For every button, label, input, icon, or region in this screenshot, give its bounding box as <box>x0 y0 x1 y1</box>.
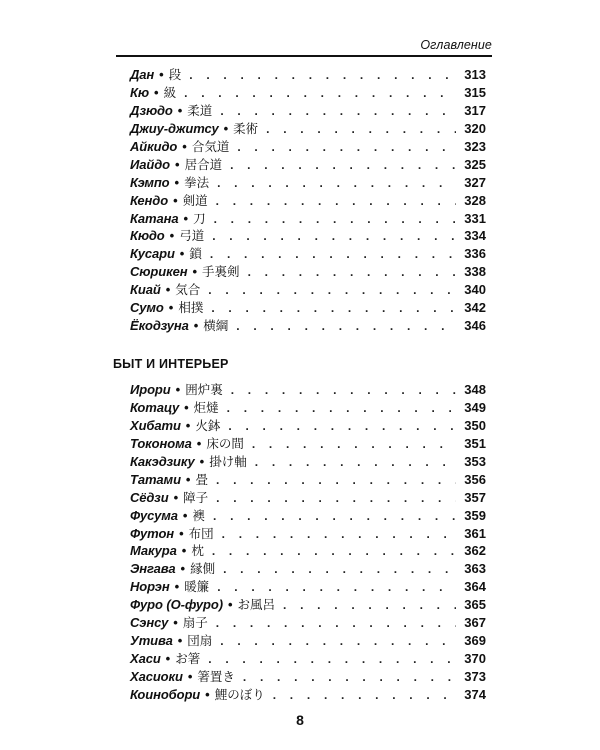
dot-leader <box>228 418 456 436</box>
dot-leader <box>252 436 456 454</box>
bullet-separator: • <box>180 561 186 577</box>
entry-kanji: 暖簾 <box>184 579 210 595</box>
dot-leader <box>216 615 456 633</box>
toc-entry[interactable] <box>130 192 486 210</box>
entry-title: Сюрикен <box>130 264 188 280</box>
toc-entry[interactable] <box>130 489 486 507</box>
bullet-separator: • <box>185 417 191 433</box>
dot-leader <box>231 382 456 400</box>
bullet-separator: • <box>174 579 180 595</box>
toc-entry[interactable] <box>130 686 486 704</box>
dot-leader <box>222 526 456 544</box>
bullet-separator: • <box>173 489 179 505</box>
entry-page-number: 361 <box>464 525 486 541</box>
entry-kanji: 枕 <box>191 543 204 559</box>
dot-leader <box>184 85 456 103</box>
bullet-separator: • <box>173 615 178 631</box>
entry-page-number: 340 <box>464 282 486 298</box>
entry-page-number: 350 <box>464 417 486 433</box>
toc-entry[interactable] <box>130 525 486 543</box>
dot-leader <box>227 400 456 418</box>
toc-entry[interactable] <box>130 299 486 317</box>
bullet-separator: • <box>165 282 171 298</box>
toc-entry[interactable] <box>130 102 486 120</box>
entry-page-number: 328 <box>464 192 486 208</box>
dot-leader <box>214 211 456 229</box>
dot-leader <box>189 67 456 85</box>
entry-kanji: お風呂 <box>237 597 276 613</box>
entry-kanji: 鯉のぼり <box>214 686 265 702</box>
bullet-separator: • <box>168 300 174 316</box>
entry-kanji: 居合道 <box>184 156 223 172</box>
entry-page-number: 365 <box>464 597 486 613</box>
entry-title: Ёкодзуна <box>130 318 189 334</box>
dot-leader <box>211 300 456 318</box>
dot-leader <box>208 282 456 300</box>
toc-entry[interactable] <box>130 435 486 453</box>
bullet-separator: • <box>182 138 187 154</box>
entry-title: Сэнсу <box>130 615 169 631</box>
entry-page-number: 342 <box>464 300 486 316</box>
entry-page-number: 320 <box>464 120 486 136</box>
entry-page-number: 348 <box>464 382 486 397</box>
entry-title: Ирори <box>130 382 171 397</box>
toc-entry[interactable] <box>130 120 486 138</box>
entry-kanji: 箸置き <box>197 669 235 684</box>
entry-title: Футон <box>130 525 175 541</box>
entry-page-number: 325 <box>464 156 486 172</box>
entry-kanji: 相撲 <box>178 300 204 316</box>
entry-page-number: 346 <box>464 318 486 334</box>
entry-kanji: 扇子 <box>182 615 208 631</box>
entry-page-number: 349 <box>464 399 486 415</box>
entry-title: Сумо <box>130 300 164 316</box>
entry-kanji: 段 <box>168 67 182 82</box>
entry-page-number: 334 <box>464 228 486 244</box>
bullet-separator: • <box>183 210 189 226</box>
bullet-separator: • <box>187 669 193 684</box>
entry-kanji: 級 <box>163 84 177 100</box>
entry-kanji: 襖 <box>192 507 205 523</box>
entry-title: Дан <box>130 67 155 82</box>
entry-kanji: 布団 <box>188 525 214 541</box>
bullet-separator: • <box>223 120 229 136</box>
running-header: Оглавление <box>420 38 492 52</box>
dot-leader <box>220 633 456 651</box>
entry-title: Какэдзику <box>130 453 195 469</box>
entry-title: Фусума <box>130 507 178 523</box>
bullet-separator: • <box>184 399 189 415</box>
dot-leader <box>248 264 456 282</box>
bullet-separator: • <box>174 174 180 190</box>
bullet-separator: • <box>177 633 183 649</box>
bullet-separator: • <box>173 192 178 208</box>
entry-title: Татами <box>130 471 181 487</box>
toc-entry[interactable] <box>130 66 486 84</box>
dot-leader <box>220 103 456 121</box>
toc-entry[interactable] <box>130 174 486 192</box>
entry-kanji: 掛け軸 <box>209 453 247 469</box>
bullet-separator: • <box>181 543 187 559</box>
bullet-separator: • <box>175 156 180 172</box>
toc-list-martial-arts <box>130 66 486 335</box>
entry-page-number: 336 <box>464 246 486 262</box>
entry-kanji: 火鉢 <box>195 417 221 433</box>
entry-kanji: 弓道 <box>179 228 205 244</box>
toc-entry[interactable] <box>130 668 486 686</box>
toc-entry[interactable] <box>130 650 486 668</box>
dot-leader <box>266 121 456 139</box>
entry-title: Кю <box>130 84 150 100</box>
toc-entry[interactable] <box>130 156 486 174</box>
toc-entry[interactable] <box>130 399 486 417</box>
entry-kanji: 鎖 <box>189 246 202 262</box>
entry-kanji: 気合 <box>175 282 201 298</box>
entry-page-number: 364 <box>464 579 486 595</box>
entry-title: Токонома <box>130 435 192 451</box>
entry-title: Хибати <box>130 417 181 433</box>
dot-leader <box>212 228 456 246</box>
toc-list-home-interior <box>130 381 486 704</box>
entry-kanji: 囲炉裏 <box>185 382 223 397</box>
toc-entry[interactable] <box>130 227 486 245</box>
entry-kanji: 柔術 <box>233 120 259 136</box>
toc-entry[interactable] <box>130 632 486 650</box>
bullet-separator: • <box>159 67 164 82</box>
entry-kanji: 縁側 <box>190 561 216 577</box>
bullet-separator: • <box>192 264 198 280</box>
entry-kanji: 合気道 <box>191 138 230 154</box>
entry-kanji: お箸 <box>175 651 201 667</box>
toc-entry[interactable] <box>130 210 486 228</box>
entry-page-number: 353 <box>464 453 486 469</box>
entry-kanji: 剣道 <box>182 192 208 208</box>
bullet-separator: • <box>179 525 184 541</box>
dot-leader <box>216 193 456 211</box>
entry-kanji: 拳法 <box>184 174 210 190</box>
bullet-separator: • <box>154 84 159 100</box>
entry-kanji: 床の間 <box>206 435 244 451</box>
toc-entry[interactable] <box>130 281 486 299</box>
entry-title: Дзюдо <box>130 102 173 118</box>
bullet-separator: • <box>179 246 185 262</box>
toc-entry[interactable] <box>130 417 486 435</box>
entry-title: Хасиоки <box>130 669 183 684</box>
toc-entry[interactable] <box>130 507 486 525</box>
entry-title: Утива <box>130 633 173 649</box>
entry-title: Котацу <box>130 399 180 415</box>
entry-kanji: 刀 <box>193 210 206 226</box>
entry-title: Норэн <box>130 579 170 595</box>
dot-leader <box>243 669 456 687</box>
dot-leader <box>213 508 456 526</box>
entry-title: Кюдо <box>130 228 165 244</box>
section-heading: БЫТ И ИНТЕРЬЕР <box>113 357 229 371</box>
entry-page-number: 367 <box>464 615 486 631</box>
dot-leader <box>216 490 456 508</box>
dot-leader <box>217 579 456 597</box>
entry-title: Коинобори <box>130 686 201 702</box>
dot-leader <box>255 454 456 472</box>
entry-title: Джиу-джитсу <box>130 120 219 136</box>
dot-leader <box>208 651 456 669</box>
dot-leader <box>223 561 456 579</box>
bullet-separator: • <box>205 686 210 702</box>
entry-kanji: 団扇 <box>187 633 213 649</box>
entry-title: Айкидо <box>130 138 178 154</box>
entry-title: Макура <box>130 543 177 559</box>
bullet-separator: • <box>227 597 233 613</box>
bullet-separator: • <box>165 651 171 667</box>
entry-page-number: 338 <box>464 264 486 280</box>
entry-kanji: 横綱 <box>203 318 229 334</box>
entry-title: Кусари <box>130 246 175 262</box>
entry-kanji: 柔道 <box>187 102 213 118</box>
toc-entry[interactable] <box>130 578 486 596</box>
toc-entry[interactable] <box>130 614 486 632</box>
entry-page-number: 357 <box>464 489 486 505</box>
dot-leader <box>212 543 456 561</box>
dot-leader <box>230 157 456 175</box>
entry-page-number: 351 <box>464 435 486 451</box>
entry-page-number: 323 <box>464 138 486 154</box>
toc-entry[interactable] <box>130 263 486 281</box>
entry-page-number: 356 <box>464 471 486 487</box>
toc-entry[interactable] <box>130 138 486 156</box>
entry-page-number: 363 <box>464 561 486 577</box>
dot-leader <box>236 318 456 336</box>
entry-title: Сёдзи <box>130 489 169 505</box>
bullet-separator: • <box>169 228 175 244</box>
entry-kanji: 炬燵 <box>193 399 219 415</box>
entry-title: Киай <box>130 282 161 298</box>
bullet-separator: • <box>196 435 202 451</box>
bullet-separator: • <box>182 507 188 523</box>
entry-page-number: 315 <box>464 84 486 100</box>
toc-entry[interactable] <box>130 381 486 399</box>
bullet-separator: • <box>199 453 205 469</box>
entry-page-number: 362 <box>464 543 486 559</box>
dot-leader <box>210 246 456 264</box>
entry-page-number: 370 <box>464 651 486 667</box>
toc-entry[interactable] <box>130 471 486 489</box>
entry-kanji: 障子 <box>183 489 209 505</box>
toc-entry[interactable] <box>130 453 486 471</box>
entry-page-number: 373 <box>464 669 486 684</box>
dot-leader <box>283 597 456 615</box>
entry-page-number: 369 <box>464 633 486 649</box>
entry-page-number: 317 <box>464 102 486 118</box>
toc-entry[interactable] <box>130 596 486 614</box>
entry-title: Иайдо <box>130 156 170 172</box>
toc-entry[interactable] <box>130 560 486 578</box>
dot-leader <box>217 175 456 193</box>
bullet-separator: • <box>185 471 191 487</box>
entry-kanji: 畳 <box>195 471 208 487</box>
dot-leader <box>216 472 456 490</box>
entry-title: Фуро (О-фуро) <box>130 597 223 613</box>
entry-page-number: 374 <box>464 686 486 702</box>
toc-entry[interactable] <box>130 542 486 560</box>
entry-page-number: 313 <box>464 67 486 82</box>
entry-page-number: 327 <box>464 174 486 190</box>
toc-entry[interactable] <box>130 245 486 263</box>
page-number: 8 <box>296 712 304 728</box>
entry-title: Катана <box>130 210 179 226</box>
entry-page-number: 359 <box>464 507 486 523</box>
entry-title: Кендо <box>130 192 169 208</box>
entry-kanji: 手裏剣 <box>202 264 240 280</box>
bullet-separator: • <box>193 318 199 334</box>
entry-title: Кэмпо <box>130 174 170 190</box>
dot-leader <box>273 687 456 705</box>
entry-page-number: 331 <box>464 210 486 226</box>
toc-entry[interactable] <box>130 317 486 335</box>
dot-leader <box>237 139 456 157</box>
bullet-separator: • <box>177 102 183 118</box>
toc-entry[interactable] <box>130 84 486 102</box>
entry-title: Хаси <box>130 651 161 667</box>
bullet-separator: • <box>175 382 181 397</box>
header-rule <box>116 55 492 57</box>
entry-title: Энгава <box>130 561 176 577</box>
